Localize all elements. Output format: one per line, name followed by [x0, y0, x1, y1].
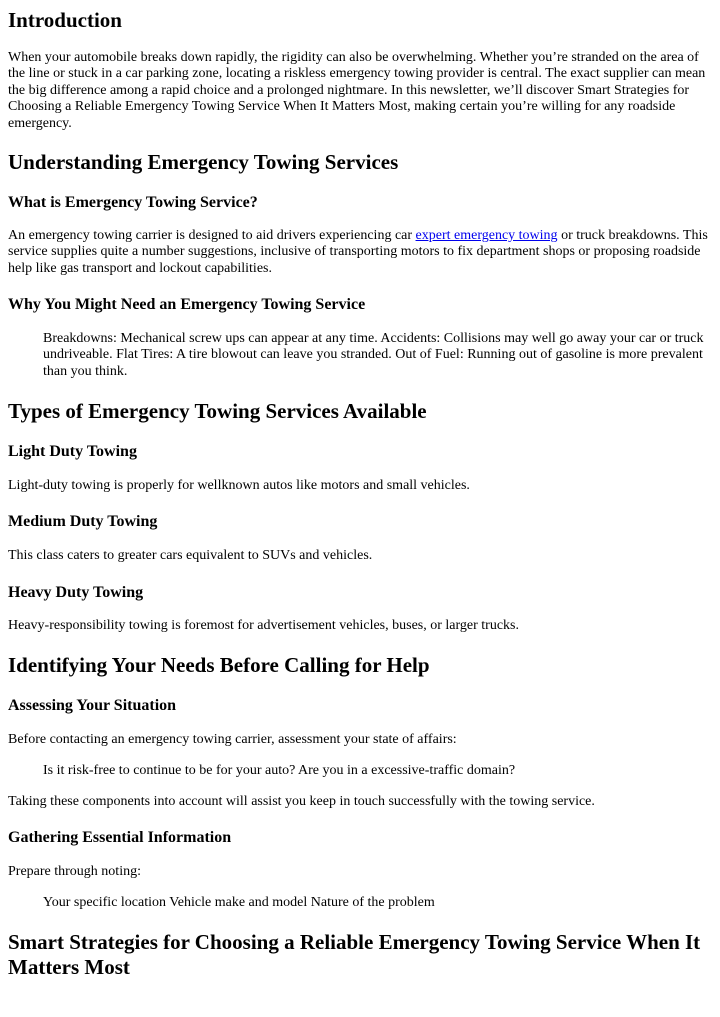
identifying-heading: Identifying Your Needs Before Calling for Help	[8, 653, 430, 677]
what-is-heading: What is Emergency Towing Service?	[8, 194, 258, 211]
intro-paragraph: When your automobile breaks down rapidly, the rigidity can also be overwhelming. Whether you’re stranded on the area of the line or stuck in a car parking zone, locating a riskless emergency towing provider is central. The exact supplier can mean the big difference among a rapid choice and a prolonged nightmare. In this newsletter, we’ll discover Smart Strategies for Choosing a Reliable Emergency Towing Service When It Matters Most, making certain you’re willing for any roadside emergency.	[8, 50, 706, 131]
assessing-text: Before contacting an emergency towing carrier, assessment your state of affairs:	[8, 732, 457, 747]
smart-strategies-heading: Smart Strategies for Choosing a Reliable Emergency Towing Service When It Matters Most	[8, 930, 701, 979]
gathering-text: Prepare through noting:	[8, 864, 141, 879]
heavy-duty-text: Heavy-responsibility towing is foremost for advertisement vehicles, buses, or larger trucks.	[8, 618, 520, 633]
assessing-after-text: Taking these components into account will assist you keep in touch successfully with the towing service.	[8, 794, 595, 809]
light-duty-text: Light-duty towing is properly for wellknown autos like motors and small vehicles.	[8, 478, 470, 493]
light-duty-heading: Light Duty Towing	[8, 443, 137, 460]
understanding-heading: Understanding Emergency Towing Services	[8, 150, 399, 174]
what-is-text-after-link: or truck breakdowns. This service supplies quite a number suggestions, inclusive of transporting motors to fix department shops or proposing roadside help like gas transport and lockout capabilities.	[8, 228, 708, 276]
why-heading: Why You Might Need an Emergency Towing Service	[8, 296, 366, 313]
heavy-duty-heading: Heavy Duty Towing	[8, 584, 144, 601]
intro-heading: Introduction	[8, 8, 122, 32]
assessing-list: Is it risk-free to continue to be for your auto? Are you in a excessive-traffic domain?	[43, 763, 516, 778]
what-is-paragraph	[8, 228, 712, 277]
types-heading: Types of Emergency Towing Services Available	[8, 399, 427, 423]
medium-duty-text: This class caters to greater cars equivalent to SUVs and vehicles.	[8, 548, 373, 563]
gathering-list: Your specific location Vehicle make and model Nature of the problem	[43, 895, 435, 910]
assessing-heading: Assessing Your Situation	[8, 697, 177, 714]
what-is-text-before-link: An emergency towing carrier is designed to aid drivers experiencing car	[8, 228, 416, 243]
medium-duty-heading: Medium Duty Towing	[8, 513, 158, 530]
why-list: Breakdowns: Mechanical screw ups can appear at any time. Accidents: Collisions may well go away your car or truck undriveable. Flat Tires: A tire blowout can leave you stranded. Out of Fuel: Running out of gasoline is more prevalent than you think.	[43, 331, 704, 379]
gathering-heading: Gathering Essential Information	[8, 829, 232, 846]
expert-emergency-towing-link[interactable]: expert emergency towing	[415, 228, 558, 243]
